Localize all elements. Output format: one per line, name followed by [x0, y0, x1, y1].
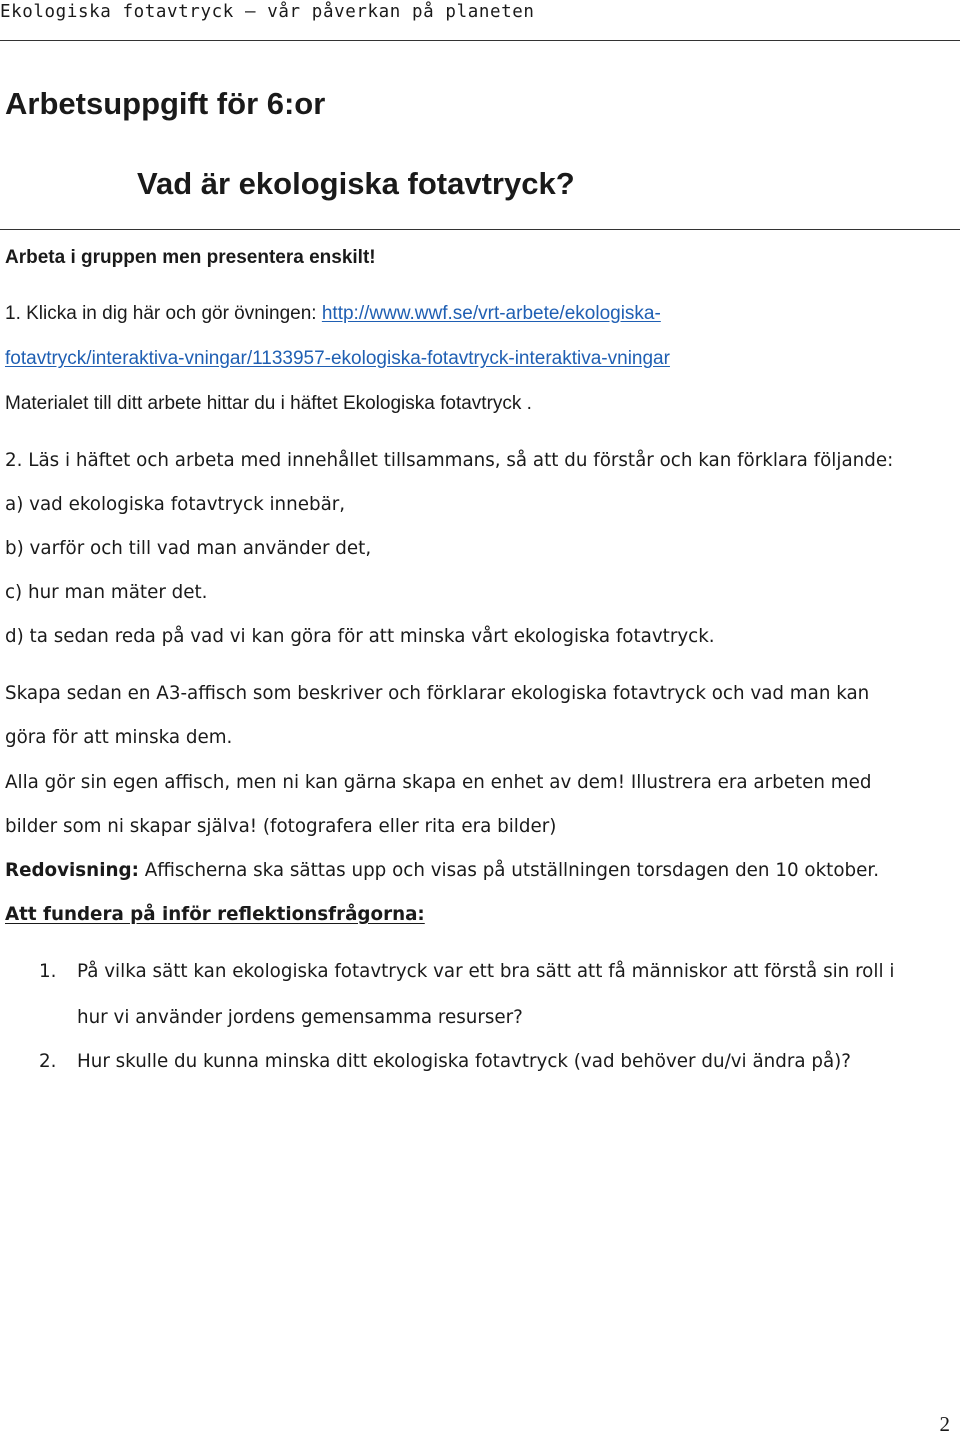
header-rule: [0, 40, 960, 41]
title-rule: [0, 229, 960, 230]
reflection-heading-text: Att fundera på inför reflektionsfrågorna:: [5, 904, 425, 925]
running-header: Ekologiska fotavtryck — vår påverkan på planeten: [0, 2, 535, 22]
presentation-line: [5, 858, 879, 884]
presentation-text: Affischerna ska sättas upp och visas på utställningen torsdagen den 10 oktober.: [138, 860, 880, 881]
step1-lead: 1. Klicka in dig här och gör övningen:: [5, 303, 322, 324]
presentation-label: Redovisning:: [5, 860, 139, 881]
step2-lead: 2. Läs i häftet och arbeta med innehållet tillsammans, så att du förstår och kan förklara följande:: [5, 450, 894, 471]
group-instruction: Arbeta i gruppen men presentera enskilt!: [5, 247, 376, 268]
question-1-line-1: På vilka sätt kan ekologiska fotavtryck var ett bra sätt att få människor att förstå sin roll i: [77, 961, 895, 982]
material-note: Materialet till ditt arbete hittar du i häftet Ekologiska fotavtryck .: [5, 393, 532, 414]
step2-item-c: c) hur man mäter det.: [5, 582, 208, 603]
page-number: 2: [939, 1412, 950, 1436]
wwf-link-part1[interactable]: http://www.wwf.se/vrt-arbete/ekologiska-: [321, 303, 661, 324]
step2-item-a: a) vad ekologiska fotavtryck innebär,: [5, 494, 346, 515]
question-2-number: 2.: [39, 1051, 57, 1072]
question-1-number: 1.: [39, 961, 57, 982]
step1-line: [5, 301, 661, 327]
question-1-line-2: hur vi använder jordens gemensamma resurser?: [77, 1007, 523, 1028]
reflection-heading: [5, 902, 425, 928]
step2-item-d: d) ta sedan reda på vad vi kan göra för att minska vårt ekologiska fotavtryck.: [5, 626, 715, 647]
poster-line-3: Alla gör sin egen affisch, men ni kan gärna skapa en enhet av dem! Illustrera era arbeten med: [5, 772, 872, 793]
step1-link-line2[interactable]: [5, 346, 670, 372]
step2-item-b: b) varför och till vad man använder det,: [5, 538, 372, 559]
wwf-link-part2[interactable]: fotavtryck/interaktiva-vningar/1133957-ekologiska-fotavtryck-interaktiva-vningar: [5, 348, 670, 369]
task-heading: Arbetsuppgift för 6:or: [5, 86, 326, 121]
page-title: Vad är ekologiska fotavtryck?: [137, 166, 575, 201]
poster-line-2: göra för att minska dem.: [5, 727, 233, 748]
question-2-line-1: Hur skulle du kunna minska ditt ekologiska fotavtryck (vad behöver du/vi ändra på)?: [77, 1051, 852, 1072]
poster-line-1: Skapa sedan en A3-affisch som beskriver och förklarar ekologiska fotavtryck och vad man kan: [5, 683, 870, 704]
poster-line-4: bilder som ni skapar själva! (fotografera eller rita era bilder): [5, 816, 557, 837]
